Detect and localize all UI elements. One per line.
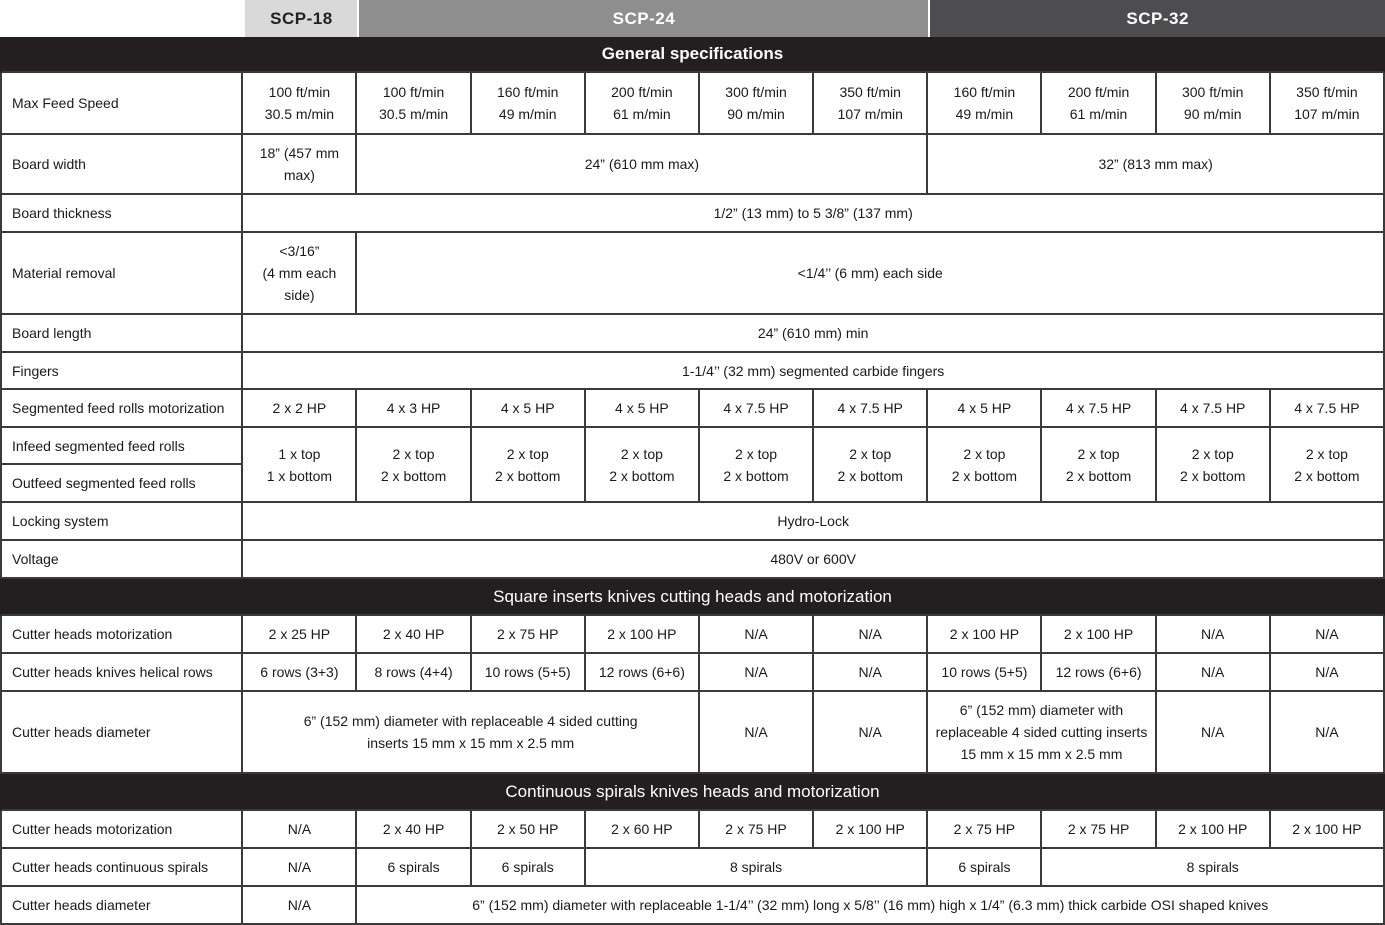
feed-rolls-motorization-cell: 4 x 5 HP	[586, 390, 700, 428]
feed-rolls-motorization-cell: 4 x 5 HP	[928, 390, 1042, 428]
material-removal-scp18	[243, 233, 357, 315]
value-line: 6” (152 mm) diameter with	[959, 702, 1124, 718]
value-line: 90 m/min	[727, 106, 785, 122]
feed-rolls-cell	[1157, 428, 1271, 503]
value-line: 2 x top	[963, 445, 1006, 462]
value-line: 100 ft/min	[268, 84, 331, 100]
max-feed-speed-cell	[1271, 73, 1385, 135]
square-motorization-cell: 2 x 100 HP	[586, 616, 700, 654]
row-square-diameter	[0, 692, 1385, 774]
feed-rolls-motorization-cell: 2 x 2 HP	[243, 390, 357, 428]
square-motorization-cell: N/A	[814, 616, 928, 654]
value-line: 6” (152 mm) diameter with replaceable 4 sided cutting	[303, 713, 638, 729]
row-label: Material removal	[0, 233, 243, 315]
spirals-cell: 6 spirals	[928, 849, 1042, 887]
model-scp24-header: SCP-24	[357, 0, 928, 37]
helical-rows-cell: 10 rows (5+5)	[928, 654, 1042, 692]
value-line: 18” (457 mm	[259, 145, 340, 161]
feed-rolls-motorization-cell: 4 x 3 HP	[357, 390, 471, 428]
value-line: 1 x bottom	[266, 467, 333, 484]
spiral-motorization-cell: 2 x 75 HP	[700, 811, 814, 849]
value-line: 100 ft/min	[382, 84, 445, 100]
square-diameter-na: N/A	[814, 692, 928, 774]
row-label: Segmented feed rolls motorization	[0, 390, 243, 428]
spiral-motorization-cell: 2 x 100 HP	[814, 811, 928, 849]
row-max-feed-speed	[0, 73, 1385, 135]
row-continuous-spirals	[0, 849, 1385, 887]
value-line: 2 x top	[1305, 445, 1348, 462]
row-fingers	[0, 353, 1385, 390]
row-material-removal	[0, 233, 1385, 315]
material-removal-other: <1/4’’ (6 mm) each side	[357, 233, 1385, 315]
value-line: 107 m/min	[837, 106, 903, 122]
fingers-value: 1-1/4’’ (32 mm) segmented carbide fingers	[243, 353, 1385, 390]
spiral-motorization-cell: 2 x 100 HP	[1271, 811, 1385, 849]
section-general-title: General specifications	[0, 37, 1385, 73]
row-label: Cutter heads diameter	[0, 692, 243, 774]
feed-rolls-cell	[472, 428, 586, 503]
max-feed-speed-cell	[1157, 73, 1271, 135]
value-line: 15 mm x 15 mm x 2.5 mm	[960, 746, 1123, 762]
spiral-diameter-other: 6” (152 mm) diameter with replaceable 1-1/4’’ (32 mm) long x 5/8’’ (16 mm) high x 1/4” (6.3 mm) thick carbide OSI shaped knives	[357, 887, 1385, 925]
square-motorization-cell: 2 x 100 HP	[928, 616, 1042, 654]
value-line: 2 x bottom	[723, 467, 789, 484]
row-label: Locking system	[0, 503, 243, 541]
spiral-motorization-cell: 2 x 50 HP	[472, 811, 586, 849]
value-line: (4 mm each	[262, 265, 337, 281]
board-length-value: 24” (610 mm) min	[243, 315, 1385, 353]
row-spiral-motorization	[0, 811, 1385, 849]
value-line: 2 x top	[849, 445, 892, 462]
value-line: 2 x top	[1077, 445, 1120, 462]
board-width-scp24: 24” (610 mm max)	[357, 135, 928, 195]
row-spiral-diameter	[0, 887, 1385, 925]
max-feed-speed-cell	[357, 73, 471, 135]
row-voltage	[0, 541, 1385, 579]
value-line: 160 ft/min	[496, 84, 559, 100]
spiral-diameter-scp18: N/A	[243, 887, 357, 925]
square-motorization-cell: N/A	[1157, 616, 1271, 654]
model-scp18-header: SCP-18	[243, 0, 357, 37]
value-line: 2 x bottom	[1180, 467, 1246, 484]
spiral-motorization-cell: 2 x 75 HP	[1042, 811, 1156, 849]
row-label: Fingers	[0, 353, 243, 390]
value-line: 2 x bottom	[380, 467, 447, 484]
row-label: Cutter heads continuous spirals	[0, 849, 243, 887]
max-feed-speed-cell	[928, 73, 1042, 135]
max-feed-speed-cell	[586, 73, 700, 135]
square-diameter-scp32	[928, 692, 1156, 774]
value-line: 2 x bottom	[495, 467, 561, 484]
row-locking-system	[0, 503, 1385, 541]
spiral-motorization-cell: N/A	[243, 811, 357, 849]
feed-rolls-cell	[1042, 428, 1156, 503]
value-line: max)	[283, 167, 315, 183]
spiral-motorization-cell: 2 x 100 HP	[1157, 811, 1271, 849]
section-spiral-title: Continuous spirals knives heads and motorization	[0, 774, 1385, 811]
value-line: 200 ft/min	[1067, 84, 1130, 100]
value-line: 49 m/min	[498, 106, 557, 122]
model-header-row	[0, 0, 1385, 37]
square-diameter-na: N/A	[1271, 692, 1385, 774]
value-line: 107 m/min	[1294, 106, 1360, 122]
feed-rolls-motorization-cell: 4 x 5 HP	[472, 390, 586, 428]
row-helical-rows	[0, 654, 1385, 692]
value-line: 30.5 m/min	[378, 106, 449, 122]
square-motorization-cell: 2 x 100 HP	[1042, 616, 1156, 654]
max-feed-speed-cell	[814, 73, 928, 135]
row-label: Max Feed Speed	[0, 73, 243, 135]
row-feed-rolls-motorization	[0, 390, 1385, 428]
feed-rolls-motorization-cell: 4 x 7.5 HP	[814, 390, 928, 428]
value-line: 2 x bottom	[609, 467, 675, 484]
board-thickness-value: 1/2” (13 mm) to 5 3/8” (137 mm)	[243, 195, 1385, 233]
helical-rows-cell: N/A	[1157, 654, 1271, 692]
value-line: 160 ft/min	[953, 84, 1016, 100]
value-line: 49 m/min	[955, 106, 1014, 122]
value-line: <3/16”	[279, 243, 320, 259]
spiral-motorization-cell: 2 x 40 HP	[357, 811, 471, 849]
value-line: 350 ft/min	[839, 84, 901, 100]
value-line: 90 m/min	[1183, 106, 1242, 122]
value-line: 2 x bottom	[837, 467, 903, 484]
spirals-scp18: N/A	[243, 849, 357, 887]
helical-rows-cell: N/A	[1271, 654, 1385, 692]
value-line: 2 x bottom	[1294, 467, 1360, 484]
value-line: 350 ft/min	[1296, 84, 1358, 100]
row-label: Cutter heads motorization	[0, 811, 243, 849]
square-motorization-cell: N/A	[1271, 616, 1385, 654]
helical-rows-cell: 8 rows (4+4)	[357, 654, 471, 692]
board-width-scp18	[243, 135, 357, 195]
spirals-cell: 6 spirals	[472, 849, 586, 887]
section-general-row	[0, 37, 1385, 73]
value-line: 2 x top	[392, 445, 435, 462]
board-width-scp32: 32” (813 mm max)	[928, 135, 1385, 195]
helical-rows-cell: 10 rows (5+5)	[472, 654, 586, 692]
feed-rolls-motorization-cell: 4 x 7.5 HP	[1042, 390, 1156, 428]
max-feed-speed-cell	[472, 73, 586, 135]
helical-rows-cell: 12 rows (6+6)	[586, 654, 700, 692]
feed-rolls-motorization-cell: 4 x 7.5 HP	[700, 390, 814, 428]
row-square-motorization	[0, 616, 1385, 654]
section-square-row	[0, 579, 1385, 616]
row-label: Cutter heads knives helical rows	[0, 654, 243, 692]
row-label: Board thickness	[0, 195, 243, 233]
helical-rows-cell: N/A	[814, 654, 928, 692]
section-square-title: Square inserts knives cutting heads and motorization	[0, 579, 1385, 616]
feed-rolls-cell	[928, 428, 1042, 503]
feed-rolls-cell	[700, 428, 814, 503]
feed-rolls-motorization-cell: 4 x 7.5 HP	[1157, 390, 1271, 428]
row-label: Cutter heads diameter	[0, 887, 243, 925]
row-infeed-feed-rolls	[0, 428, 1385, 465]
value-line: 2 x top	[506, 445, 549, 462]
value-line: 2 x bottom	[951, 467, 1018, 484]
square-diameter-na: N/A	[1157, 692, 1271, 774]
locking-system-value: Hydro-Lock	[243, 503, 1385, 541]
spiral-motorization-cell: 2 x 75 HP	[928, 811, 1042, 849]
square-diameter-na: N/A	[700, 692, 814, 774]
spirals-cell: 8 spirals	[1042, 849, 1385, 887]
helical-rows-cell: N/A	[700, 654, 814, 692]
header-blank	[0, 0, 243, 37]
row-board-width	[0, 135, 1385, 195]
value-line: 30.5 m/min	[264, 106, 335, 122]
row-label: Outfeed segmented feed rolls	[0, 465, 243, 503]
square-diameter-scp18-24	[243, 692, 700, 774]
square-motorization-cell: 2 x 75 HP	[472, 616, 586, 654]
row-board-length	[0, 315, 1385, 353]
square-motorization-cell: 2 x 40 HP	[357, 616, 471, 654]
value-line: 1 x top	[278, 445, 321, 462]
row-board-thickness	[0, 195, 1385, 233]
feed-rolls-cell	[243, 428, 357, 503]
value-line: 2 x bottom	[1065, 467, 1132, 484]
spirals-cell: 6 spirals	[357, 849, 471, 887]
row-label: Voltage	[0, 541, 243, 579]
value-line: 300 ft/min	[1181, 84, 1244, 100]
spiral-motorization-cell: 2 x 60 HP	[586, 811, 700, 849]
max-feed-speed-cell	[700, 73, 814, 135]
helical-rows-cell: 12 rows (6+6)	[1042, 654, 1156, 692]
section-spiral-row	[0, 774, 1385, 811]
model-scp32-header: SCP-32	[928, 0, 1385, 37]
value-line: 200 ft/min	[611, 84, 673, 100]
square-motorization-cell: 2 x 25 HP	[243, 616, 357, 654]
feed-rolls-motorization-cell: 4 x 7.5 HP	[1271, 390, 1385, 428]
feed-rolls-cell	[814, 428, 928, 503]
row-label: Board width	[0, 135, 243, 195]
value-line: replaceable 4 sided cutting inserts	[935, 724, 1148, 740]
spirals-cell: 8 spirals	[586, 849, 929, 887]
value-line: 300 ft/min	[725, 84, 787, 100]
feed-rolls-cell	[586, 428, 700, 503]
feed-rolls-cell	[1271, 428, 1385, 503]
value-line: 61 m/min	[613, 106, 671, 122]
value-line: 2 x top	[735, 445, 778, 462]
value-line: side)	[284, 287, 315, 303]
value-line: 2 x top	[1191, 445, 1234, 462]
square-motorization-cell: N/A	[700, 616, 814, 654]
max-feed-speed-cell	[1042, 73, 1156, 135]
row-label: Board length	[0, 315, 243, 353]
row-label: Infeed segmented feed rolls	[0, 428, 243, 465]
helical-rows-cell: 6 rows (3+3)	[243, 654, 357, 692]
value-line: 2 x top	[620, 445, 663, 462]
max-feed-speed-cell	[243, 73, 357, 135]
value-line: inserts 15 mm x 15 mm x 2.5 mm	[367, 735, 575, 751]
row-label: Cutter heads motorization	[0, 616, 243, 654]
voltage-value: 480V or 600V	[243, 541, 1385, 579]
value-line: 61 m/min	[1069, 106, 1128, 122]
feed-rolls-cell	[357, 428, 471, 503]
